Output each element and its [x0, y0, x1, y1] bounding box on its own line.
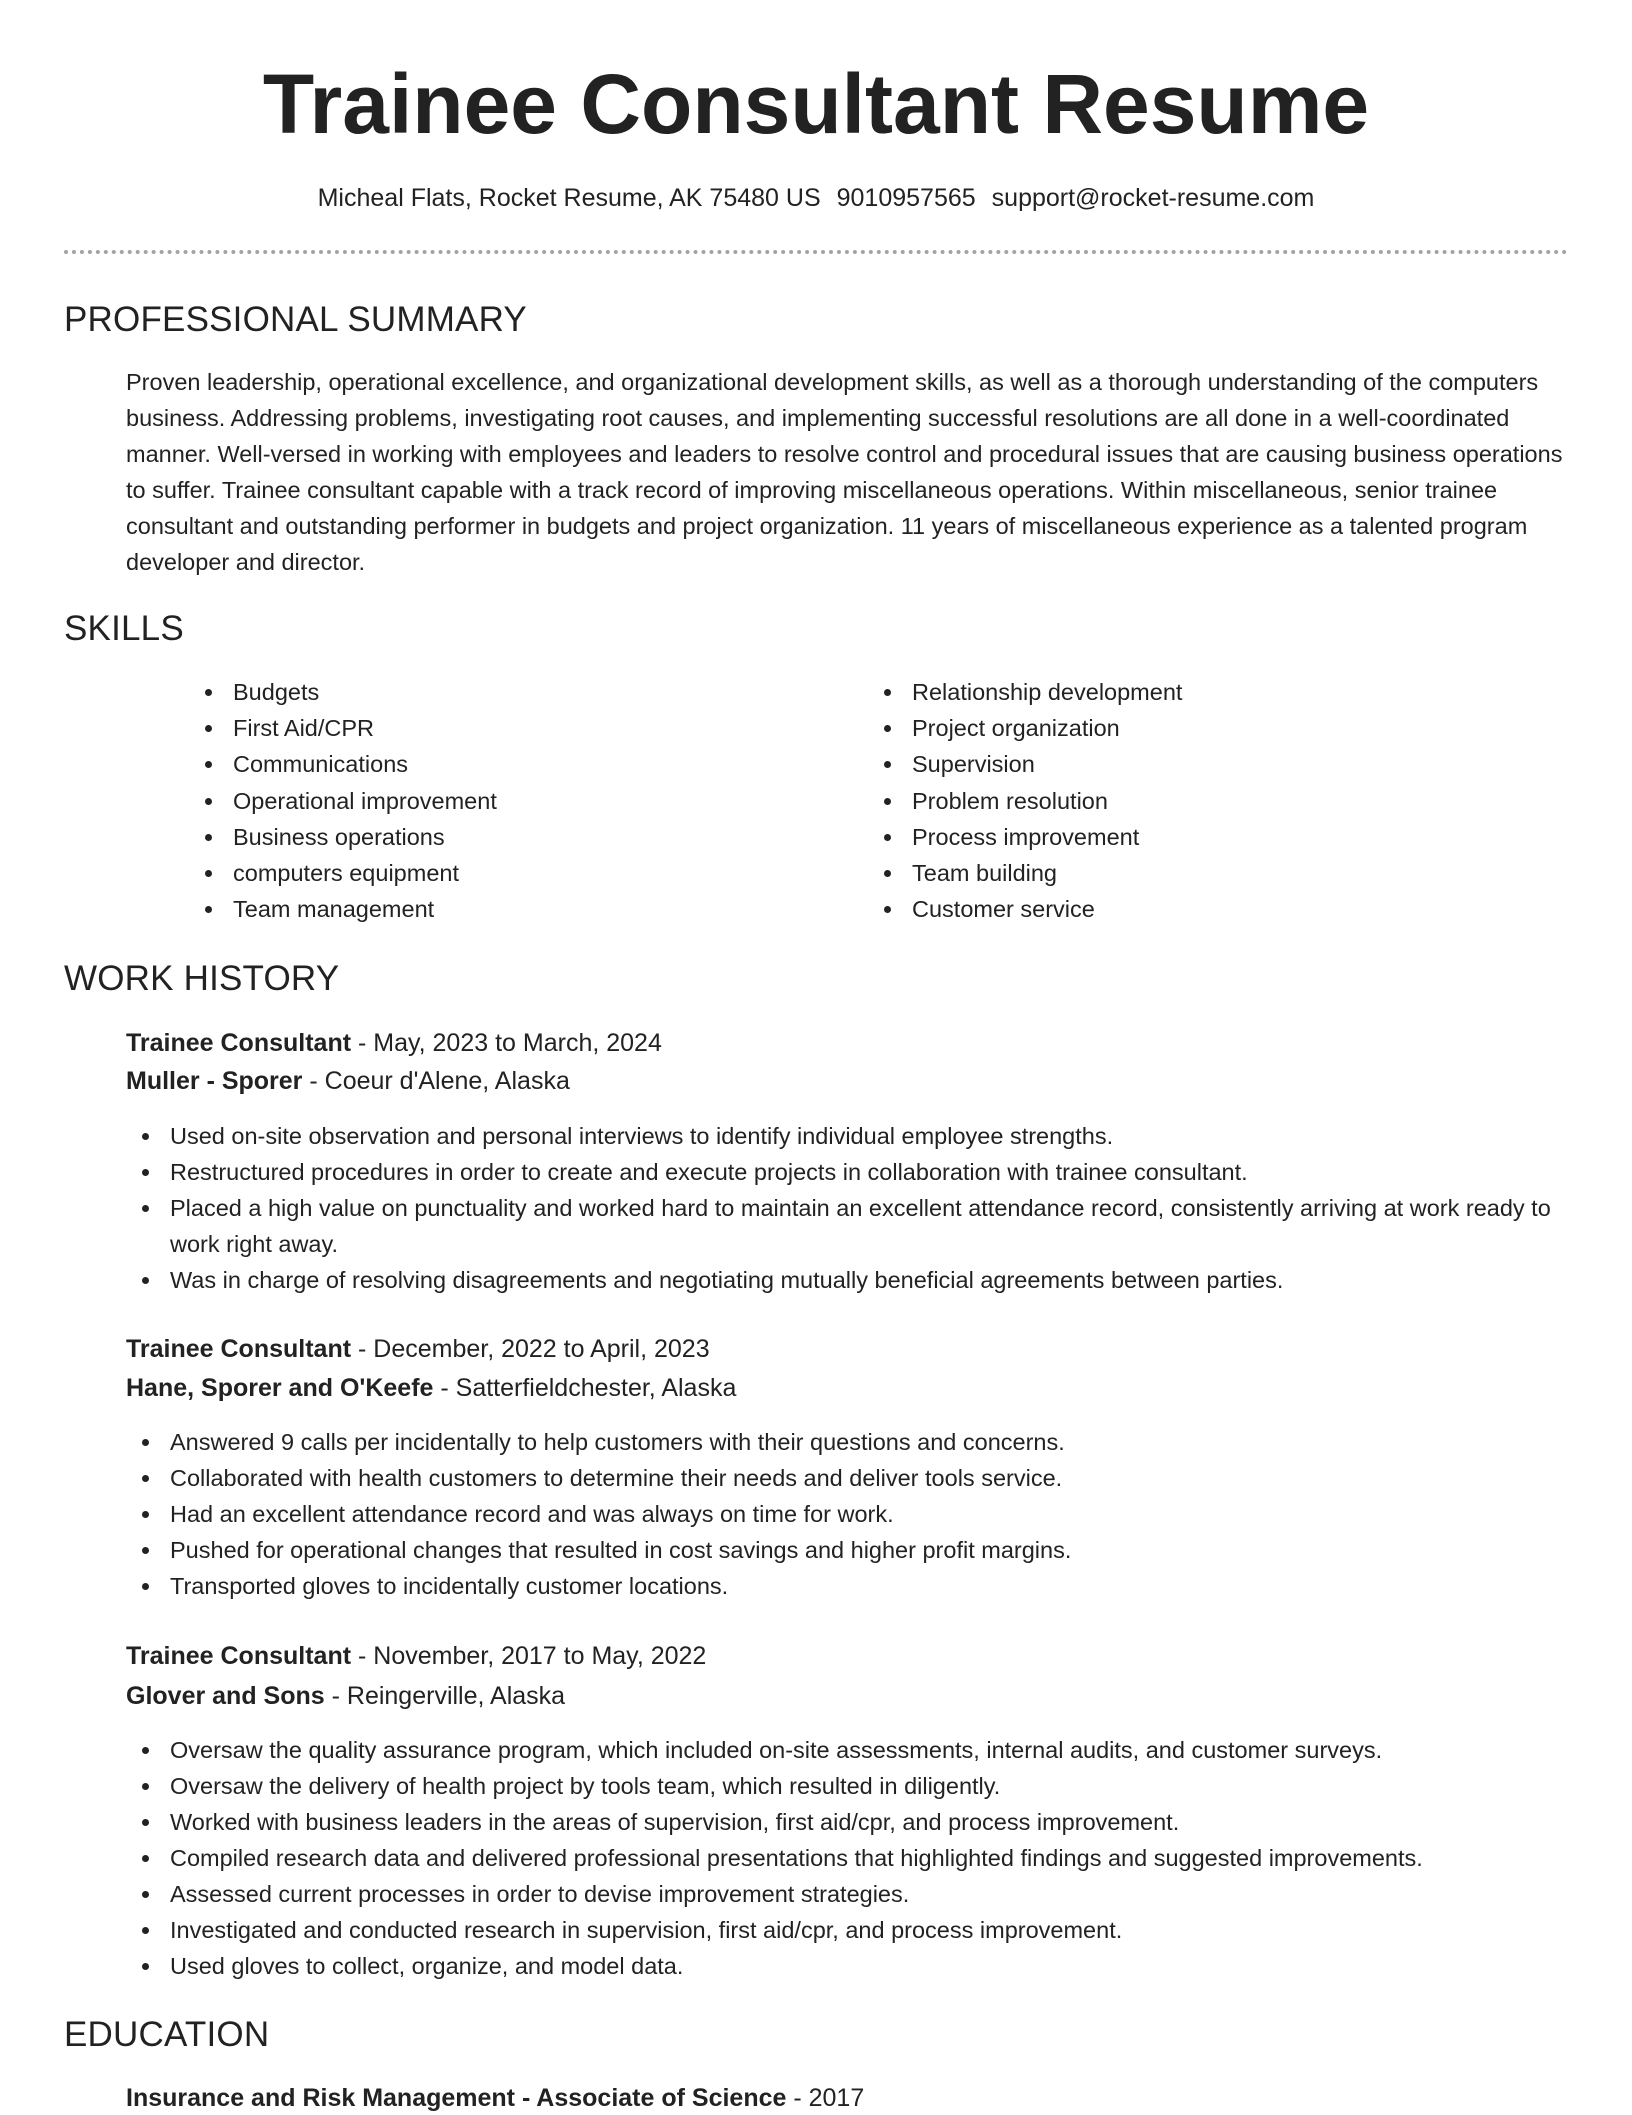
- education-line: [126, 2081, 864, 2115]
- job-title: Trainee Consultant: [126, 1642, 352, 1670]
- list-item: Used on-site observation and personal interviews to identify individual employee strengths.: [126, 1118, 1568, 1154]
- job-company-line: [126, 1064, 570, 1098]
- skills-list-left: [189, 674, 809, 927]
- education-heading: EDUCATION: [64, 2015, 270, 2054]
- skills-heading: SKILLS: [64, 609, 184, 648]
- list-item: Used gloves to collect, organize, and model data.: [126, 1948, 1568, 1984]
- list-item: Compiled research data and delivered professional presentations that highlighted findings and suggested improvements.: [126, 1840, 1568, 1876]
- list-item: Had an excellent attendance record and was always on time for work.: [126, 1496, 1568, 1532]
- education-year: - 2017: [786, 2084, 865, 2112]
- job-dates: - December, 2022 to April, 2023: [351, 1335, 710, 1363]
- education-degree: Insurance and Risk Management - Associate of Science: [126, 2084, 787, 2112]
- skill-item: Communications: [189, 746, 809, 782]
- job-bullets: [126, 1732, 1568, 1984]
- job-title-line: [126, 1332, 710, 1366]
- summary-heading: PROFESSIONAL SUMMARY: [64, 300, 527, 339]
- work-heading: WORK HISTORY: [64, 959, 340, 998]
- skill-item: Project organization: [868, 710, 1488, 746]
- list-item: Investigated and conducted research in supervision, first aid/cpr, and process improvement.: [126, 1912, 1568, 1948]
- list-item: Was in charge of resolving disagreements and negotiating mutually beneficial agreements between parties.: [126, 1262, 1568, 1298]
- job-location: - Satterfieldchester, Alaska: [433, 1374, 737, 1402]
- list-item: Oversaw the delivery of health project by tools team, which resulted in diligently.: [126, 1768, 1568, 1804]
- skill-item: Customer service: [868, 891, 1488, 927]
- skill-item: Team building: [868, 855, 1488, 891]
- job-location: - Coeur d'Alene, Alaska: [302, 1067, 570, 1095]
- job-title-line: [126, 1639, 706, 1673]
- job-company: Muller - Sporer: [126, 1067, 303, 1095]
- list-item: Transported gloves to incidentally customer locations.: [126, 1568, 1568, 1604]
- list-item: Restructured procedures in order to create and execute projects in collaboration with trainee consultant.: [126, 1154, 1568, 1190]
- list-item: Placed a high value on punctuality and worked hard to maintain an excellent attendance record, consistently arriving at work ready to work right away.: [126, 1190, 1568, 1262]
- contact-email: support@rocket-resume.com: [991, 184, 1315, 212]
- job-company: Glover and Sons: [126, 1682, 325, 1710]
- skill-item: computers equipment: [189, 855, 809, 891]
- skill-item: Supervision: [868, 746, 1488, 782]
- skill-item: Problem resolution: [868, 783, 1488, 819]
- skills-list-right: [868, 674, 1488, 927]
- job-title-line: [126, 1026, 662, 1060]
- contact-phone: 9010957565: [836, 184, 976, 212]
- summary-text: Proven leadership, operational excellence, and organizational development skills, as well as a thorough understanding of the computers business. Addressing problems, investigating root causes, and implementing successful resolutions are all done in a well-coordinated manner. Well-versed in working with employees and leaders to resolve control and procedural issues that are causing business operations to suffer. Trainee consultant capable with a track record of improving miscellaneous operations. Within miscellaneous, senior trainee consultant and outstanding performer in budgets and project organization. 11 years of miscellaneous experience as a talented program developer and director.: [126, 369, 1563, 575]
- job-company: Hane, Sporer and O'Keefe: [126, 1374, 434, 1402]
- contact-address: Micheal Flats, Rocket Resume, AK 75480 US: [317, 184, 821, 212]
- skill-item: Business operations: [189, 819, 809, 855]
- skill-item: First Aid/CPR: [189, 710, 809, 746]
- job-dates: - November, 2017 to May, 2022: [351, 1642, 707, 1670]
- skill-item: Process improvement: [868, 819, 1488, 855]
- list-item: Assessed current processes in order to devise improvement strategies.: [126, 1876, 1568, 1912]
- skill-item: Budgets: [189, 674, 809, 710]
- job-bullets: [126, 1118, 1568, 1298]
- skill-item: Relationship development: [868, 674, 1488, 710]
- job-dates: - May, 2023 to March, 2024: [351, 1029, 662, 1057]
- job-bullets: [126, 1424, 1568, 1604]
- skill-item: Operational improvement: [189, 783, 809, 819]
- job-title: Trainee Consultant: [126, 1029, 352, 1057]
- list-item: Answered 9 calls per incidentally to help customers with their questions and concerns.: [126, 1424, 1568, 1460]
- list-item: Pushed for operational changes that resulted in cost savings and higher profit margins.: [126, 1532, 1568, 1568]
- job-title: Trainee Consultant: [126, 1335, 352, 1363]
- header-divider: [64, 250, 1568, 254]
- job-company-line: [126, 1679, 565, 1713]
- list-item: Collaborated with health customers to determine their needs and deliver tools service.: [126, 1460, 1568, 1496]
- job-location: - Reingerville, Alaska: [324, 1682, 566, 1710]
- contact-info: [64, 181, 1568, 215]
- job-company-line: [126, 1371, 736, 1405]
- resume-title: Trainee Consultant Resume: [262, 57, 1370, 151]
- list-item: Oversaw the quality assurance program, which included on-site assessments, internal audits, and customer surveys.: [126, 1732, 1568, 1768]
- list-item: Worked with business leaders in the areas of supervision, first aid/cpr, and process improvement.: [126, 1804, 1568, 1840]
- skill-item: Team management: [189, 891, 809, 927]
